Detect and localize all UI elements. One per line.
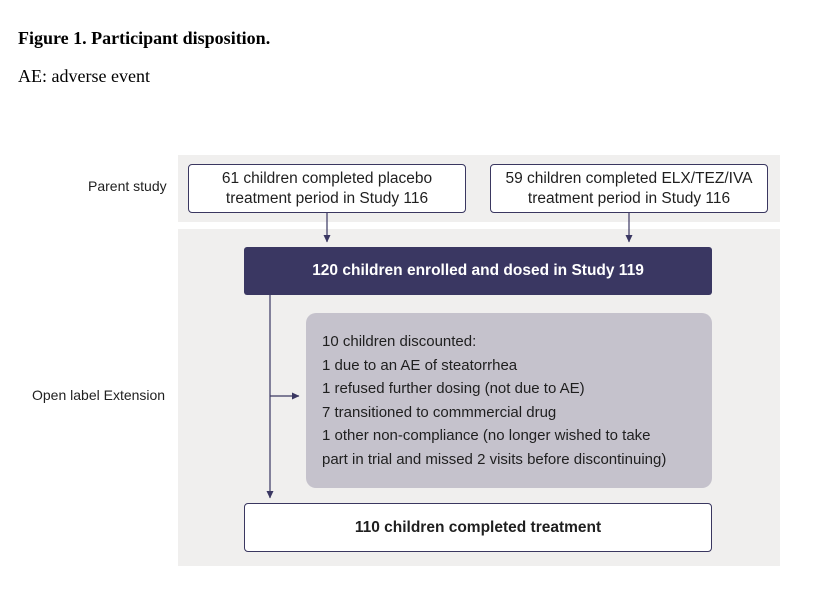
discounted-item: 1 refused further dosing (not due to AE) bbox=[322, 380, 585, 397]
elx-line-2: treatment period in Study 116 bbox=[527, 189, 731, 207]
placebo-line-1: 61 children completed placebo bbox=[221, 169, 433, 187]
open-label-extension-label: Open label Extension bbox=[32, 387, 166, 403]
figure-label: Figure 1 bbox=[18, 28, 83, 48]
discounted-item: 7 transitioned to commmercial drug bbox=[322, 403, 557, 421]
discounted-item: 1 due to an AE of steatorrhea bbox=[322, 356, 518, 374]
figure-caption: AE: adverse event bbox=[18, 66, 150, 86]
figure-title-text: . Participant disposition. bbox=[82, 28, 271, 48]
parent-study-label: Parent study bbox=[88, 178, 167, 194]
discounted-item: part in trial and missed 2 visits before discontinuing) bbox=[322, 450, 667, 468]
discounted-heading: 10 children discounted: bbox=[322, 333, 477, 350]
completed-text: 110 children completed treatment bbox=[354, 518, 602, 536]
enrolled-text: 120 children enrolled and dosed in Study 119 bbox=[312, 262, 644, 279]
placebo-line-2: treatment period in Study 116 bbox=[225, 189, 429, 207]
elx-line-1: 59 children completed ELX/TEZ/IVA bbox=[505, 169, 753, 187]
discounted-item: 1 other non-compliance (no longer wished to take bbox=[322, 427, 651, 444]
